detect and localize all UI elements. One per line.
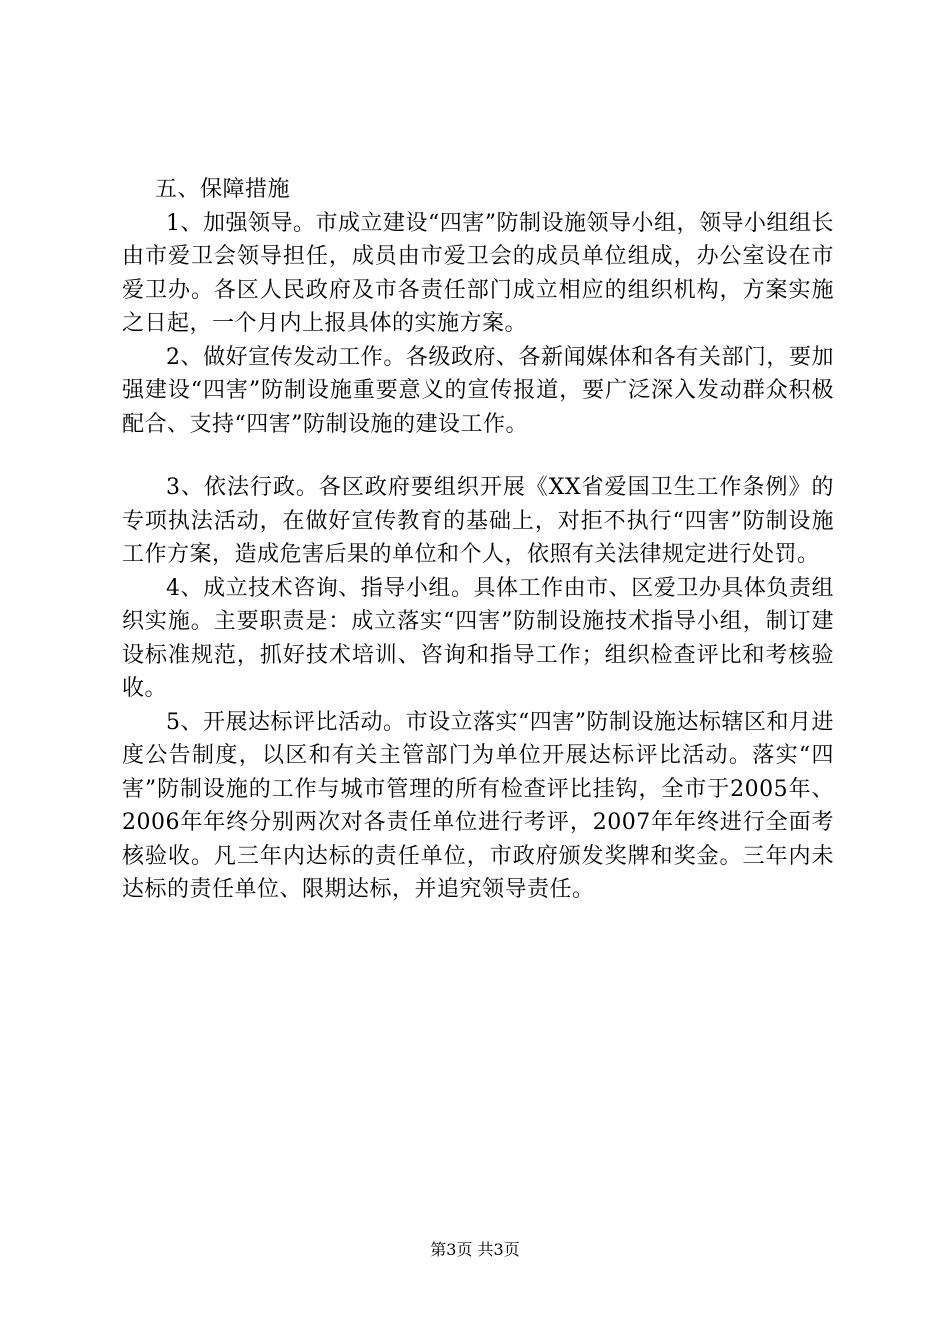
page-footer: 第3页 共3页 xyxy=(430,1240,520,1259)
paragraph-leadership: 1、加强领导。市成立建设“四害”防制设施领导小组，领导小组组长由市爱卫会领导担任，成员由市爱卫会的成员单位组成，办公室设在市爱卫办。各区人民政府及市各责任部门成立相应的组织机构，方案实施之日起，一个月内上报具体的实施方案。 xyxy=(122,210,834,336)
document-body xyxy=(122,173,834,907)
paragraph-evaluation: 5、开展达标评比活动。市设立落实“四害”防制设施达标辖区和月进度公告制度，以区和有关主管部门为单位开展达标评比活动。落实“四害”防制设施的工作与城市管理的所有检查评比挂钩，全市于2005年、2006年年终分别两次对各责任单位进行考评，2007年年终进行全面考核验收。凡三年内达标的责任单位，市政府颁发奖牌和奖金。三年内未达标的责任单位、限期达标，并追究领导责任。 xyxy=(122,709,834,902)
paragraph-law-enforcement: 3、依法行政。各区政府要组织开展《XX省爱国卫生工作条例》的专项执法活动，在做好宣传教育的基础上，对拒不执行“四害”防制设施工作方案，造成危害后果的单位和个人，依照有关法律规定进行处罚。 xyxy=(122,475,834,567)
section-heading: 五、保障措施 xyxy=(155,177,291,202)
paragraph-publicity: 2、做好宣传发动工作。各级政府、各新闻媒体和各有关部门，要加强建设“四害”防制设施重要意义的宣传报道，要广泛深入发动群众积极配合、支持“四害”防制设施的建设工作。 xyxy=(122,344,834,437)
paragraph-technical-group: 4、成立技术咨询、指导小组。具体工作由市、区爱卫办具体负责组织实施。主要职责是：成立落实“四害”防制设施技术指导小组，制订建设标准规范，抓好技术培训、咨询和指导工作；组织检查评比和考核验收。 xyxy=(122,575,834,701)
